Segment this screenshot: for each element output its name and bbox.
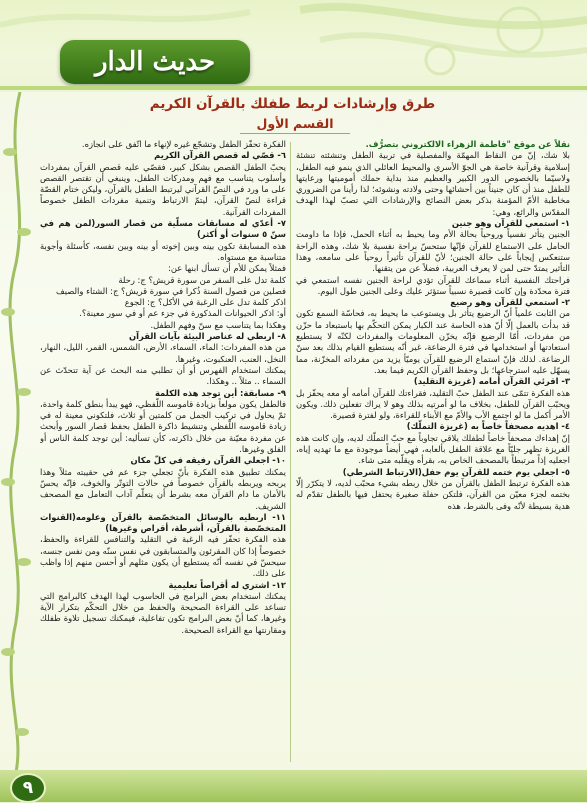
paragraph: فالطفل يكون مولعاً بزيادة قاموسه اللّفظي، فهو يبدأ بنطق كلمة واحدة، ثمّ يحاول في تركيب الجمل من كلمتين أو ثلاث، فلتكوني معينة له في زيادة قاموسه اللّفظي وتنشيط ذاكرة الطفل بحفظ قصار السور وأبحث عن مفردة معيّنة من خلال ذاكرته، كأن تسأليه: أين توجد كلمة الناس أو الفلق وغيرها. xyxy=(40,398,286,455)
page-header xyxy=(0,0,587,92)
section-heading: ٢- استمعي للقرآن وهو رضيع xyxy=(450,297,570,308)
section-heading: ٦- قصّي له قصص القرآن الكريم xyxy=(154,150,286,161)
paragraph: إنّ إهداءك مصحفاً خاصاً لطفلك يلاقي تجاوباً مع حبّ التملّك لديه، وإن كانت هذه الغريزة تظهر جليّاً مع علاقة الطفل بألعابه، فهي أيضاً موجودة مع ما تهديه إياه، اجعليه إذاً مرتبطاً بالمصحف الخاص به، بقرأه ويقلّبه متى شاء. xyxy=(296,432,570,466)
title-underline xyxy=(240,133,350,134)
paragraph: الفكرة تحفّز الطفل وتشجّع غيره لإنهاء ما اتّفق على انجازه. xyxy=(81,139,286,149)
paragraph: اذكر كلمة تدل على الرغبة في الأكل؟ ج: الجوع xyxy=(124,297,286,308)
page-footer xyxy=(0,770,587,802)
section-heading: ٩- مسابقة: أين توجد هذه الكلمة xyxy=(154,387,286,398)
paragraph: فمثلاً يمكن للأم أن تسأل ابنها عن: xyxy=(168,263,286,274)
paragraph: وهكذا بما يتناسب مع سنّ وفهم الطفل. xyxy=(150,319,286,330)
article-part: القسم الأول xyxy=(256,116,334,131)
paragraph: فصلين من فصول السنة ذُكرا في سورة قريش؟ ج: الشتاء والصيف xyxy=(56,285,286,296)
paragraph: هذه الفكرة تحفّز فيه الرغبة في التقليد والتنافس للقراءة والحفظ، خصوصاً إذا كان المقرئون والمتسابقون في نفس سنّه ومن نفس جنسه، سيحسّ في نفسه أنّه يستطيع أن يكون مثلهم أو أحسن منهم إذا واظب على ذلك. xyxy=(40,534,286,579)
paragraph: يحبّ الطفل القصص بشكل كبير، فقصّي عليه قصص القرآن بمفردات وأسلوب يتناسب مع فهم ومدركات الطفل، وينبغي أن تقتصر القصص على ما ورد في النصّ القرآني ليرتبط الطفل بالقرآن، وليكن ختام القصّة قراءة لنصّ القرآن، ليتمّ الارتباط وتنمية مفردات الطفل خصوصاً المفردات القرآنية. xyxy=(40,161,286,217)
section-heading: ٧- أعدّي له مسابقات مسلّية من قصار السور(لمن هم في سنّ ٥ سنوات أو أكثر) xyxy=(40,218,286,240)
section-heading: ١- استمعي للقرآن وهو جنين xyxy=(451,218,570,229)
paragraph: بلا شك، إنّ من النقاط المهمّة والمفصلية في تربية الطفل وتنشئته تنشئة إسلامية وقرآنية خاصة هي الجوّ الأسري والمحيط العائلي الذي ينمو فيه الطفل، ولاسيّما بالخصوص الدور الكبير والعظيم منذ بداية حملك أموميتها ورعايتها للطفل منذ أن كان جنيناً بين أحشائها وحتى ولادته ونشوئه؛ لذا رأينا من الضروري مخاطبة الأمّ المؤمنة بذكر بعض النصائح والإرشادات التي تصبّ لهذا الهدف المقدّس والرائع، وهي: xyxy=(296,150,570,217)
paragraph: من هذه المفردات: الماء، السماء، الأرض، الشمس، القمر، الليل، النهار، النخل، العنب، العنكبوت، وغيرها. xyxy=(40,342,286,364)
paragraph: يمكنك استخدام الفهرس أو أن تطلبي منه البحث عن آية تتحدّث عن السماء .. مثلاً .. وهكذا. xyxy=(40,364,286,387)
section-heading: ٨- اربطي له عناصر البيئة بآيات القرآن xyxy=(129,331,286,342)
paragraph: الجنين يتأثر نفسياً وروحياً بحالة الأم وما يحيط به أثناء الحمل، فإذا ما داومت الحامل على الاستماع للقرآن فإنّها ستحسّ براحة نفسية بلا شك، وهذه الراحة ستنعكس إيجاباً على حالة الجنين؛ لأنّ للقرآن تأثيراً روحياً على سامعه، وهذا التأثير يمتدّ حتى لمن لا يعرف العربية، فضلاً عن من يتقنها. xyxy=(296,229,570,274)
paragraph: أو: اذكر الحيوانات المذكورة في جزء عم أو في سور معينة؟. xyxy=(79,308,286,319)
right-column xyxy=(296,139,570,771)
vine-ornament-icon xyxy=(0,92,34,772)
section-logo-text: حديث الدار xyxy=(94,47,216,77)
paragraph: يمكنك تطبيق هذه الفكرة بأنّ تجعلي جزء عم في حقيبته مثلاً وهذا يربحه ويربطه بالقرآن خصوصاً في حالات التوتّر والخوف، فإنّه يحسّ بالأمان ما دام القرآن معه بشرط أن يتعلّم آداب التعامل مع المصحف الشريف. xyxy=(40,466,286,511)
paragraph: هذه المسابقة تكون بينه وبين إخوته أو بينه وبين نفسه، كأسئلة وأجوبة متناسبة مع مستواه. xyxy=(40,240,286,262)
header-rule xyxy=(0,86,587,90)
paragraph: هذه الفكرة تتمّى عند الطفل حبّ التقليد، فقراءتك للقرآن أمامه أو معه يحفّز بل ويحبّب القرآن للطفل، بخلاف ما لو أمرتيه بذلك وهو لا يراك تفعلين ذلك. ويكون الأمر أكمل ما لو اجتمع الأب والأمّ مع الأبناء للقراءة، ولو لفترة قصيرة. xyxy=(296,387,570,421)
section-heading: ١٢- اشتري له أقراصاً تعليمية xyxy=(168,579,286,590)
section-heading: ١١- اربطيه بالوسائل المتخصّصة بالقرآن وعلومه(القنوات المتخصّصة بالقرآن، أشرطة، أقراص وغيرها) xyxy=(40,511,286,534)
page-number: ٩ xyxy=(22,778,34,798)
paragraph: فراحتك النفسية أثناء سماعك للقرآن تؤدي لراحة الجنين نفسه استمعي في فترة محدّدة وإن كانت قصيرة نسبياً ستؤثر عليك وعلى الجنين طول اليوم. xyxy=(296,274,570,296)
paragraph: هذه الفكرة ترتبط الطفل بالقرآن من خلال ربطه بشيء محبّب لديه، لا يتكرّر إلّا بختمه لجزء معيّن من القرآن، فلتكن حفلة صغيرة يحتفل فيها بالطفل تقدّم له هدية بسيطة لأنّه وفى بالشرط، هذه xyxy=(296,477,570,511)
article-title: طرق وإرشادات لربط طفلك بالقرآن الكريم xyxy=(149,96,436,112)
section-heading: ١٠- اجعلي القرآن رفيقه في كلّ مكان xyxy=(130,455,286,466)
column-divider xyxy=(290,142,291,762)
paragraph: يمكنك استخدام بعض البرامج في الحاسوب لهذا الهدف كالبرامج التي تساعد على القراءة الصحيحة والحفظ من خلال التحكّم بتكرار الآية وغيرها، كما أنّ بعض البرامج تكون تفاعلية، فيمكنك تسجيل تلاوة طفلك ومقارنتها مع القراءة الصحيحة. xyxy=(40,590,286,635)
left-column xyxy=(40,139,286,771)
paragraph: كلمة تدل على السفر من سورة قريش؟ ج: رحلة xyxy=(118,274,286,285)
section-heading: ٤- اهديه مصحفاً خاصاً به (غريزة التملّك) xyxy=(406,421,570,432)
section-heading: ٥- اجعلي يوم ختمه للقرآن يوم حفل(الارتباط الشرطي) xyxy=(342,466,570,477)
paragraph: من الثابت علمياً أنّ الرضيع يتأثر بل ويستوعب ما يحيط به، فحاسّة السمع تكون قد بدأت بالعمل إلّا أنّ هذه الحاسة عند الكبار يمكن التحكّم بها باستبعاد ما حزّن من مفردات، أمّا الرضيع فإنّه يخزّن المعلومات والمفردات لكنّه لا يستطيع استعادتها أو استخدامها في فترة الرضاعة، غير أنّه يستطيع القيام بذلك بعد سنّ الرضاعة. لذلك فإنّ استماع الرضيع للقرآن يوميّأ يزيد من مفرداته المخزّنة، مما يسهّل عليه استرجاعها؛ بل وحفظ القرآن الكريم فيما بعد. xyxy=(296,308,570,375)
source-note: نقلاً عن موقع "فاطمة الزهراء الالكتروني بتصرُّف. xyxy=(365,139,570,149)
section-heading: ٣- اقرئي القرآن أمامه (غريزة التقليد) xyxy=(413,376,570,387)
